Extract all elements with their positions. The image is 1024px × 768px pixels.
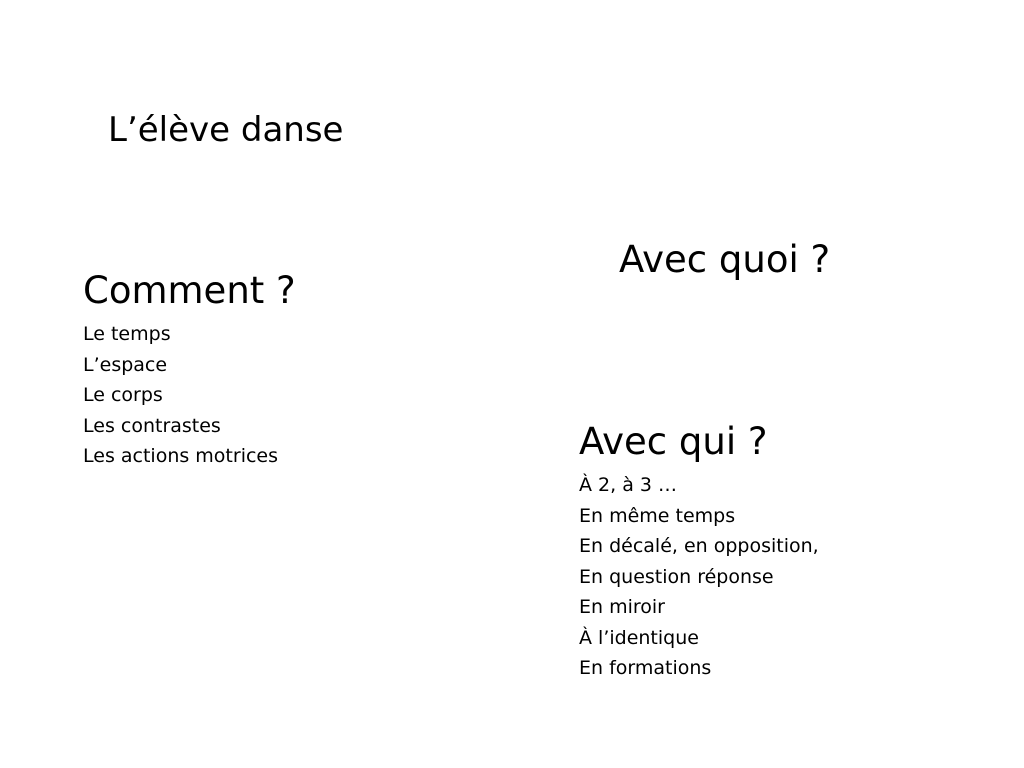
list-item: En question réponse bbox=[579, 565, 774, 588]
slide-title: L’élève danse bbox=[108, 110, 344, 150]
comment-heading: Comment ? bbox=[83, 269, 296, 312]
list-item: À 2, à 3 … bbox=[579, 474, 678, 496]
list-item: À l’identique bbox=[579, 626, 699, 649]
list-item: En formations bbox=[579, 657, 712, 679]
list-item: En décalé, en opposition, bbox=[579, 535, 819, 557]
list-item: L’espace bbox=[83, 353, 168, 376]
list-item: En miroir bbox=[579, 596, 665, 618]
avec-qui-block bbox=[579, 418, 819, 684]
avec-qui-list bbox=[579, 470, 819, 684]
list-item: Les actions motrices bbox=[83, 445, 279, 467]
avec-quoi-heading: Avec quoi ? bbox=[619, 238, 831, 281]
avec-quoi-block bbox=[619, 236, 830, 284]
avec-qui-heading: Avec qui ? bbox=[579, 420, 768, 463]
list-item: Le corps bbox=[83, 384, 163, 406]
list-item: Les contrastes bbox=[83, 414, 221, 437]
list-item: En même temps bbox=[579, 504, 736, 527]
comment-block bbox=[83, 267, 296, 472]
list-item: Le temps bbox=[83, 323, 171, 345]
comment-list bbox=[83, 319, 296, 472]
